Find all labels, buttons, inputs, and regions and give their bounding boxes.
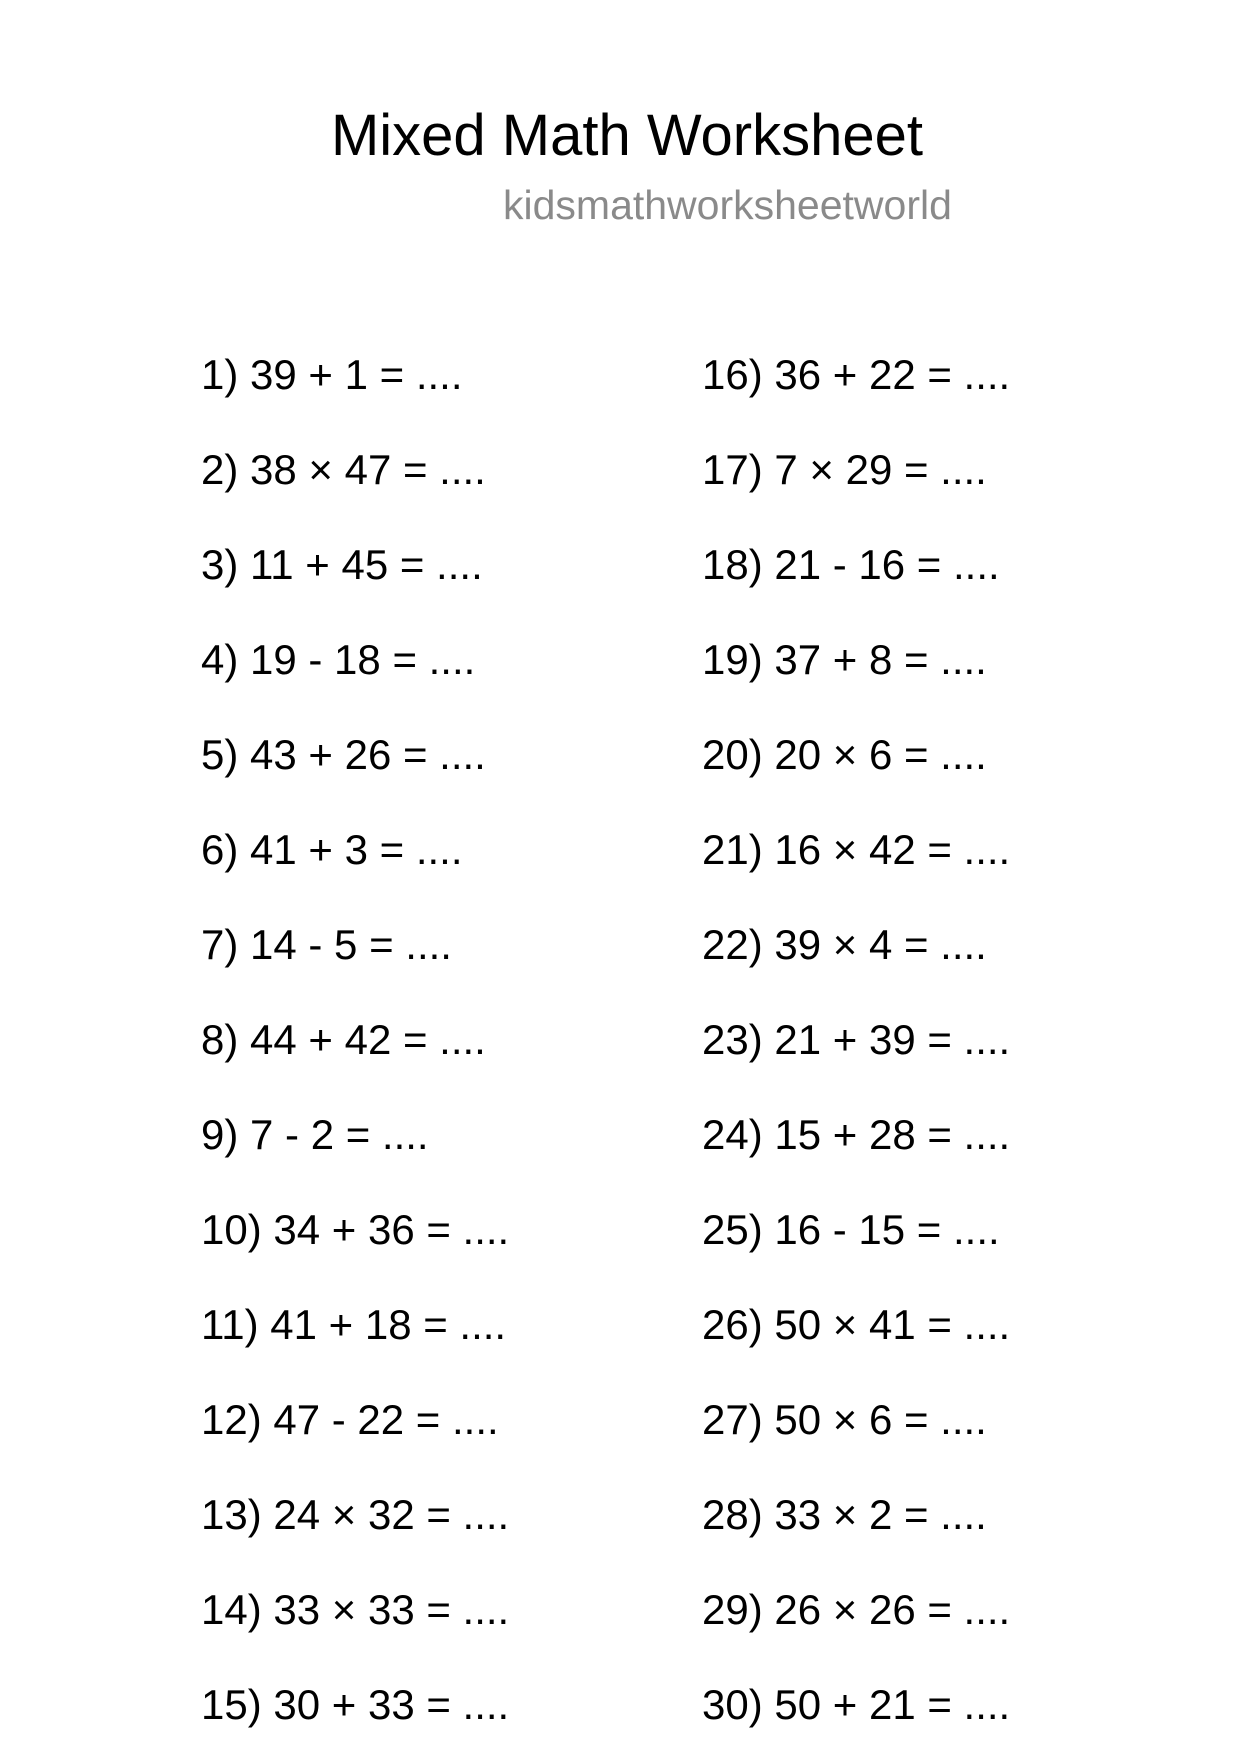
problem-item: 19) 37 + 8 = .... xyxy=(702,636,987,683)
problem-item: 13) 24 × 32 = .... xyxy=(201,1491,510,1538)
problem-item: 21) 16 × 42 = .... xyxy=(702,826,1011,873)
problem-item: 14) 33 × 33 = .... xyxy=(201,1586,510,1633)
problem-item: 12) 47 - 22 = .... xyxy=(201,1396,499,1443)
problem-item: 10) 34 + 36 = .... xyxy=(201,1206,510,1253)
problem-item: 26) 50 × 41 = .... xyxy=(702,1301,1011,1348)
problem-item: 17) 7 × 29 = .... xyxy=(702,446,987,493)
problem-item: 25) 16 - 15 = .... xyxy=(702,1206,1000,1253)
problem-item: 8) 44 + 42 = .... xyxy=(201,1016,486,1063)
problem-item: 20) 20 × 6 = .... xyxy=(702,731,987,778)
problem-item: 28) 33 × 2 = .... xyxy=(702,1491,987,1538)
problem-item: 22) 39 × 4 = .... xyxy=(702,921,987,968)
problem-item: 4) 19 - 18 = .... xyxy=(201,636,476,683)
problem-item: 11) 41 + 18 = .... xyxy=(201,1301,507,1348)
problem-item: 7) 14 - 5 = .... xyxy=(201,921,452,968)
problem-item: 1) 39 + 1 = .... xyxy=(201,351,463,398)
problem-item: 16) 36 + 22 = .... xyxy=(702,351,1011,398)
worksheet-subtitle: kidsmathworksheetworld xyxy=(503,182,952,228)
problem-item: 2) 38 × 47 = .... xyxy=(201,446,486,493)
problem-item: 5) 43 + 26 = .... xyxy=(201,731,486,778)
problem-item: 9) 7 - 2 = .... xyxy=(201,1111,429,1158)
problem-item: 30) 50 + 21 = .... xyxy=(702,1681,1011,1728)
problem-item: 27) 50 × 6 = .... xyxy=(702,1396,987,1443)
problem-item: 3) 11 + 45 = .... xyxy=(201,541,483,588)
problem-item: 6) 41 + 3 = .... xyxy=(201,826,463,873)
problem-item: 18) 21 - 16 = .... xyxy=(702,541,1000,588)
problem-item: 24) 15 + 28 = .... xyxy=(702,1111,1011,1158)
problem-item: 15) 30 + 33 = .... xyxy=(201,1681,510,1728)
problem-item: 29) 26 × 26 = .... xyxy=(702,1586,1011,1633)
worksheet-title: Mixed Math Worksheet xyxy=(330,103,924,168)
problem-item: 23) 21 + 39 = .... xyxy=(702,1016,1011,1063)
